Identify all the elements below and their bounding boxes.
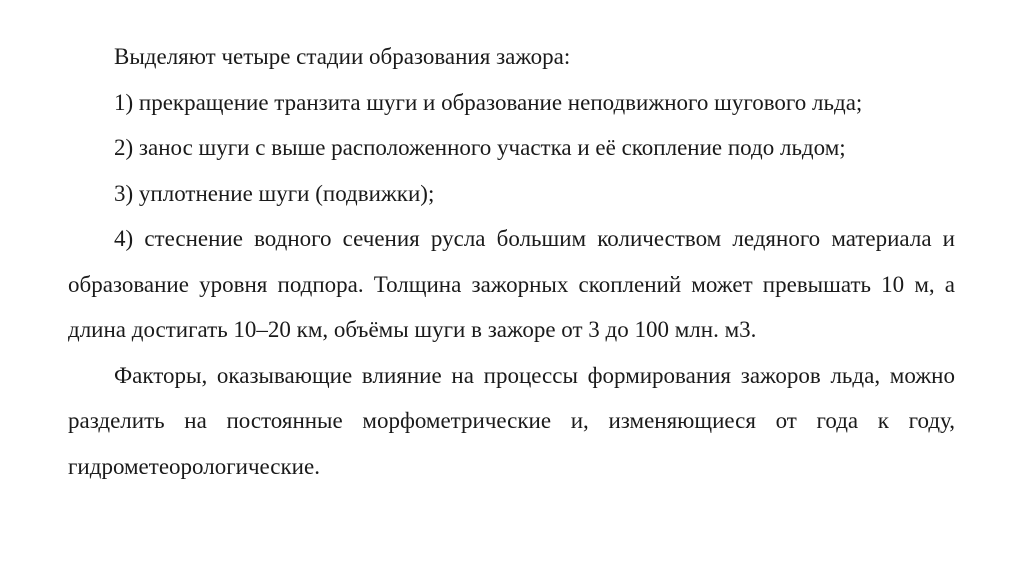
list-item-stage-3: 3) уплотнение шуги (подвижки); <box>114 180 435 206</box>
list-item-stage-4: 4) стеснение водного сечения русла большим количеством ледяного материала и образование уровня подпора. Толщина зажорных скоплений может превышать 10 м, а длина достигать 10–20 км, объёмы шуги в зажоре от 3 до 100 млн. м3. <box>68 226 955 342</box>
document-body <box>68 34 955 489</box>
paragraph-intro: Выделяют четыре стадии образования зажора: <box>114 44 571 69</box>
list-item-stage-2: 2) занос шуги с выше расположенного участка и её скопление подо льдом; <box>114 135 846 160</box>
list-item-stage-1: 1) прекращение транзита шуги и образование неподвижного шугового льда; <box>114 89 863 115</box>
paragraph-factors: Факторы, оказывающие влияние на процессы формирования зажоров льда, можно разделить на постоянные морфометрические и, изменяющиеся от года к году, гидрометеорологические. <box>68 362 955 479</box>
